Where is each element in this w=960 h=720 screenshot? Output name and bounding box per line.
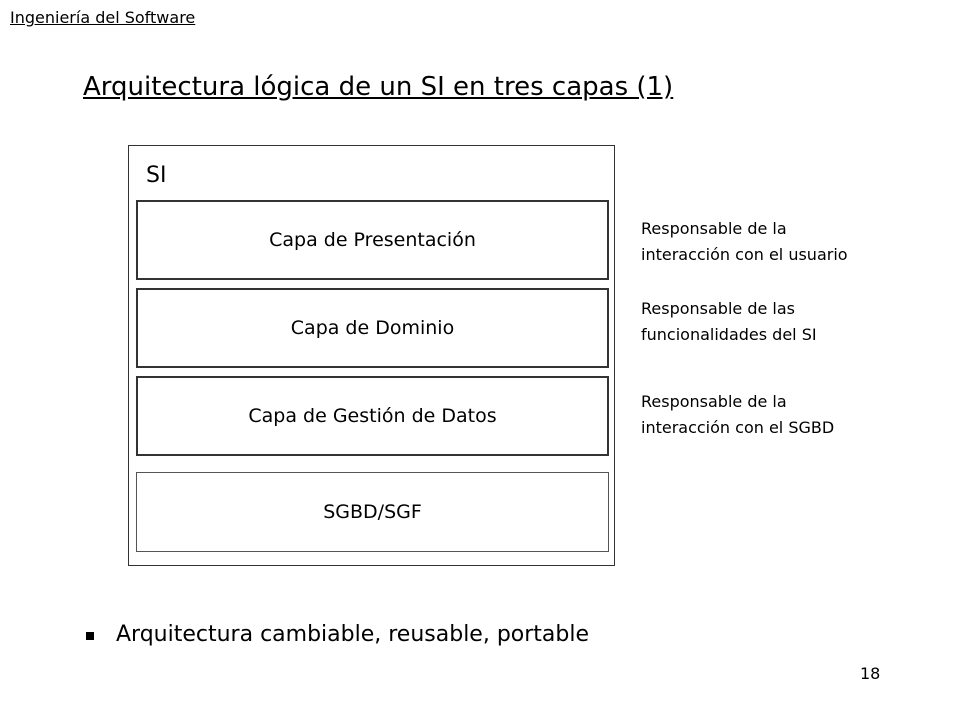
slide-title: Arquitectura lógica de un SI en tres capas (1) — [83, 72, 674, 102]
description-line: interacción con el SGBD — [641, 418, 835, 437]
bullet-item — [86, 622, 589, 647]
course-title: Ingeniería del Software — [10, 8, 196, 27]
layer-dbms: SGBD/SGF — [136, 472, 609, 552]
layer-domain: Capa de Dominio — [136, 288, 609, 368]
layer-data-management: Capa de Gestión de Datos — [136, 376, 609, 456]
layer-presentation: Capa de Presentación — [136, 200, 609, 280]
description-line: interacción con el usuario — [641, 245, 848, 264]
description-line: funcionalidades del SI — [641, 325, 817, 344]
description-domain — [641, 296, 817, 348]
description-data-management — [641, 389, 834, 441]
square-bullet-icon — [86, 632, 94, 640]
description-line: Responsable de la — [641, 219, 787, 238]
page-number: 18 — [860, 664, 881, 683]
description-line: Responsable de la — [641, 392, 787, 411]
bullet-text: Arquitectura cambiable, reusable, portable — [116, 622, 590, 647]
description-presentation — [641, 216, 848, 268]
si-container-label: SI — [146, 163, 167, 188]
description-line: Responsable de las — [641, 299, 796, 318]
